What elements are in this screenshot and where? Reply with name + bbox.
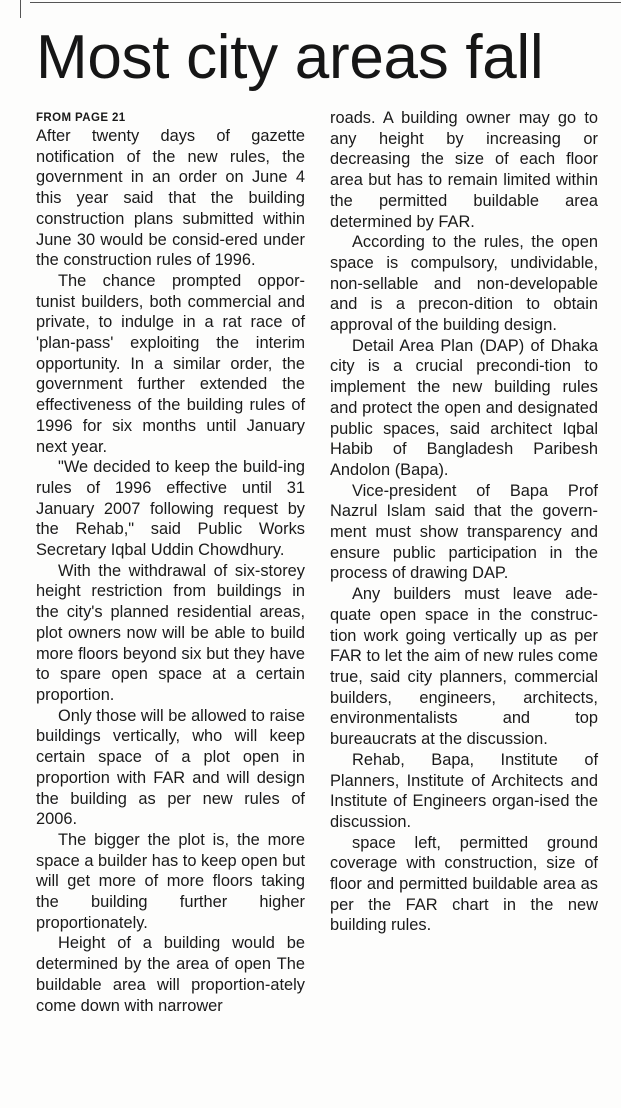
paragraph: Height of a building would be determined by the area of open The buildable area will proportion-ately come down with narrower bbox=[36, 934, 305, 1015]
paragraph: The chance prompted oppor-tunist builders, both commercial and private, to indulge in a rat race of 'plan-pass' exploiting the interim opportunity. In a similar order, the government further extended the effectiveness of the building rules of 1996 for six months until January next year. bbox=[36, 271, 305, 456]
headline: Most city areas fall bbox=[36, 23, 544, 92]
paragraph: "We decided to keep the build-ing rules of 1996 effective until 31 January 2007 following request by the Rehab," said Public Works Secretary Iqbal Uddin Chowdhury. bbox=[36, 458, 305, 560]
paragraph: According to the rules, the open space is compulsory, undividable, non-sellable and non-developable and is a precon-dition to obtain approval of the building design. bbox=[330, 233, 598, 335]
article-column-right bbox=[330, 108, 598, 936]
paragraph: Any builders must leave ade-quate open space in the construc-tion work going vertically up as per FAR to let the aim of new rules come true, said city planners, commercial builders, engineers, architects, environmentalists and top bureaucrats at the discussion. bbox=[330, 585, 598, 749]
paragraph: space left, permitted ground coverage with construction, size of floor and permitted buildable area as per the FAR chart in the new building rules. bbox=[330, 833, 598, 935]
paragraph: Only those will be allowed to raise buildings vertically, who will keep certain space of a plot open in proportion with FAR and will design the building as per new rules of 2006. bbox=[36, 706, 305, 829]
paragraph: Vice-president of Bapa Prof Nazrul Islam said that the govern-ment must show transparency and ensure public participation in the process of drawing DAP. bbox=[330, 481, 598, 583]
paragraph: With the withdrawal of six-storey height restriction from buildings in the city's planned residential areas, plot owners now will be able to build more floors beyond six but they have to spare open space at a certain proportion. bbox=[36, 561, 305, 704]
continuation-kicker: FROM PAGE 21 bbox=[36, 112, 126, 124]
paragraph: Detail Area Plan (DAP) of Dhaka city is a crucial precondi-tion to implement the new building rules and protect the open and designated public spaces, said architect Iqbal Habib of Bangladesh Paribesh Andolon (Bapa). bbox=[330, 336, 598, 479]
clipping-top-rule bbox=[30, 2, 621, 3]
paragraph: After twenty days of gazette notification of the new rules, the government in an order on June 4 this year said that the building construction plans submitted within June 30 would be consid-ered under the construction rules of 1996. bbox=[36, 127, 305, 270]
paragraph: roads. A building owner may go to any height by increasing or decreasing the size of each floor area but has to remain limited within the permitted buildable area determined by FAR. bbox=[330, 109, 598, 231]
article-column-left bbox=[36, 108, 305, 1016]
paragraph: The bigger the plot is, the more space a builder has to keep open but will get more of more floors taking the building further higher proportionately. bbox=[36, 830, 305, 932]
paragraph: Rehab, Bapa, Institute of Planners, Institute of Architects and Institute of Engineers organ-ised the discussion. bbox=[330, 750, 598, 831]
clipping-left-rule bbox=[20, 0, 21, 18]
